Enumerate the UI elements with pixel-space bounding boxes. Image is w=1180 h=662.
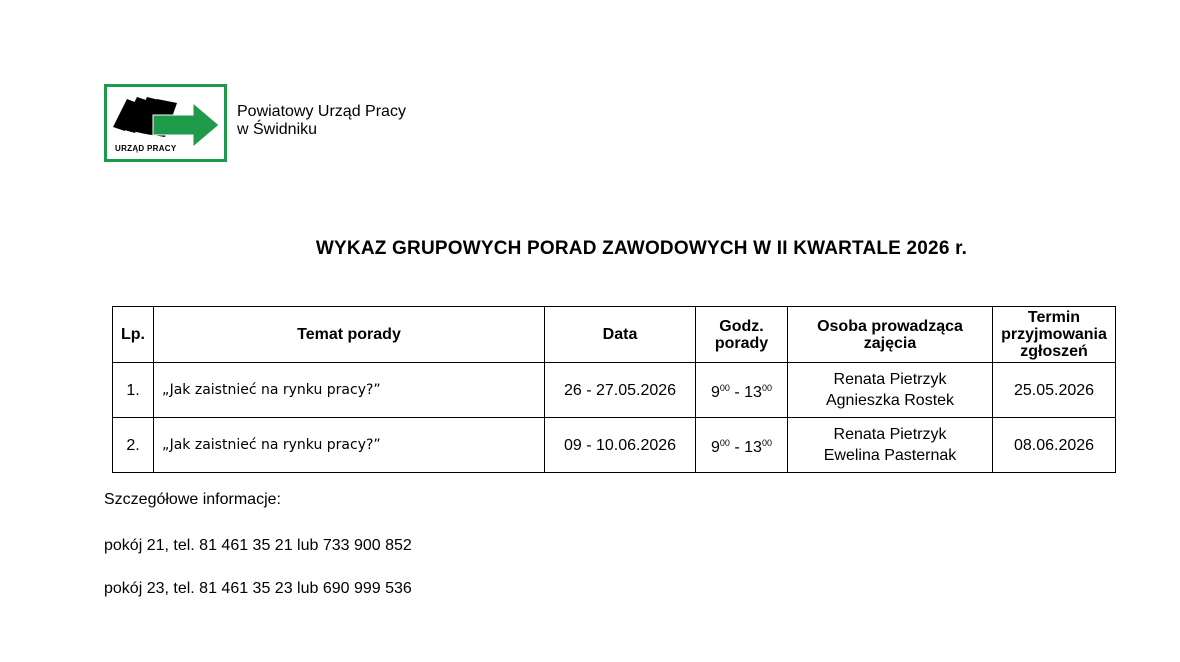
organization-name <box>237 103 406 139</box>
organization-name-line2: w Świdniku <box>237 121 318 138</box>
cell-deadline: 25.05.2026 <box>993 363 1116 418</box>
hour-separator: - <box>729 383 745 401</box>
cell-deadline: 08.06.2026 <box>993 418 1116 473</box>
contact-line: pokój 21, tel. 81 461 35 21 lub 733 900 852 <box>104 537 412 554</box>
office-logo <box>104 84 227 162</box>
header-person-line2: zajęcia <box>863 334 917 352</box>
logo-caption: URZĄD PRACY <box>115 144 177 153</box>
cell-hours <box>696 363 788 418</box>
table-row <box>113 363 1116 418</box>
header-date: Data <box>545 307 696 363</box>
hour-end-minutes: 00 <box>761 382 772 393</box>
cell-topic: „Jak zaistnieć na rynku pracy?” <box>154 418 545 473</box>
schedule-table <box>112 306 1116 473</box>
hour-end: 13 <box>744 438 762 456</box>
hour-end-minutes: 00 <box>761 437 772 448</box>
cell-hours <box>696 418 788 473</box>
info-heading: Szczegółowe informacje: <box>104 491 281 508</box>
header-hours <box>696 307 788 363</box>
organization-name-line1: Powiatowy Urząd Pracy <box>237 103 406 120</box>
cell-person <box>788 363 993 418</box>
cell-person <box>788 418 993 473</box>
header-person <box>788 307 993 363</box>
document-title: WYKAZ GRUPOWYCH PORAD ZAWODOWYCH W II KWARTALE 2026 r. <box>315 238 968 259</box>
header-deadline-line1: Termin <box>1027 309 1081 326</box>
header-lp: Lp. <box>113 307 154 363</box>
hour-start-minutes: 00 <box>719 437 730 448</box>
hour-start: 9 <box>711 438 720 456</box>
cell-date: 09 - 10.06.2026 <box>545 418 696 473</box>
person-name: Renata Pietrzyk <box>833 371 947 388</box>
table-row <box>113 418 1116 473</box>
hour-end: 13 <box>744 383 762 401</box>
person-name: Renata Pietrzyk <box>833 426 947 443</box>
cell-lp: 2. <box>113 418 154 473</box>
hour-start: 9 <box>711 383 720 401</box>
header-deadline-line2: przyjmowania <box>1001 326 1107 343</box>
header-hours-line2: porady <box>714 334 769 352</box>
cell-date: 26 - 27.05.2026 <box>545 363 696 418</box>
header-deadline-line3: zgłoszeń <box>1020 343 1088 360</box>
hour-start-minutes: 00 <box>719 382 730 393</box>
contact-line: pokój 23, tel. 81 461 35 23 lub 690 999 536 <box>104 580 412 597</box>
cell-lp: 1. <box>113 363 154 418</box>
header-hours-line1: Godz. <box>719 317 764 335</box>
hour-separator: - <box>729 438 745 456</box>
header-topic: Temat porady <box>154 307 545 363</box>
table-header-row <box>113 307 1116 363</box>
header-person-line1: Osoba prowadząca <box>817 317 963 335</box>
header-deadline <box>993 307 1116 363</box>
cell-topic: „Jak zaistnieć na rynku pracy?” <box>154 363 545 418</box>
person-name: Ewelina Pasternak <box>823 447 957 464</box>
person-name: Agnieszka Rostek <box>825 392 955 409</box>
